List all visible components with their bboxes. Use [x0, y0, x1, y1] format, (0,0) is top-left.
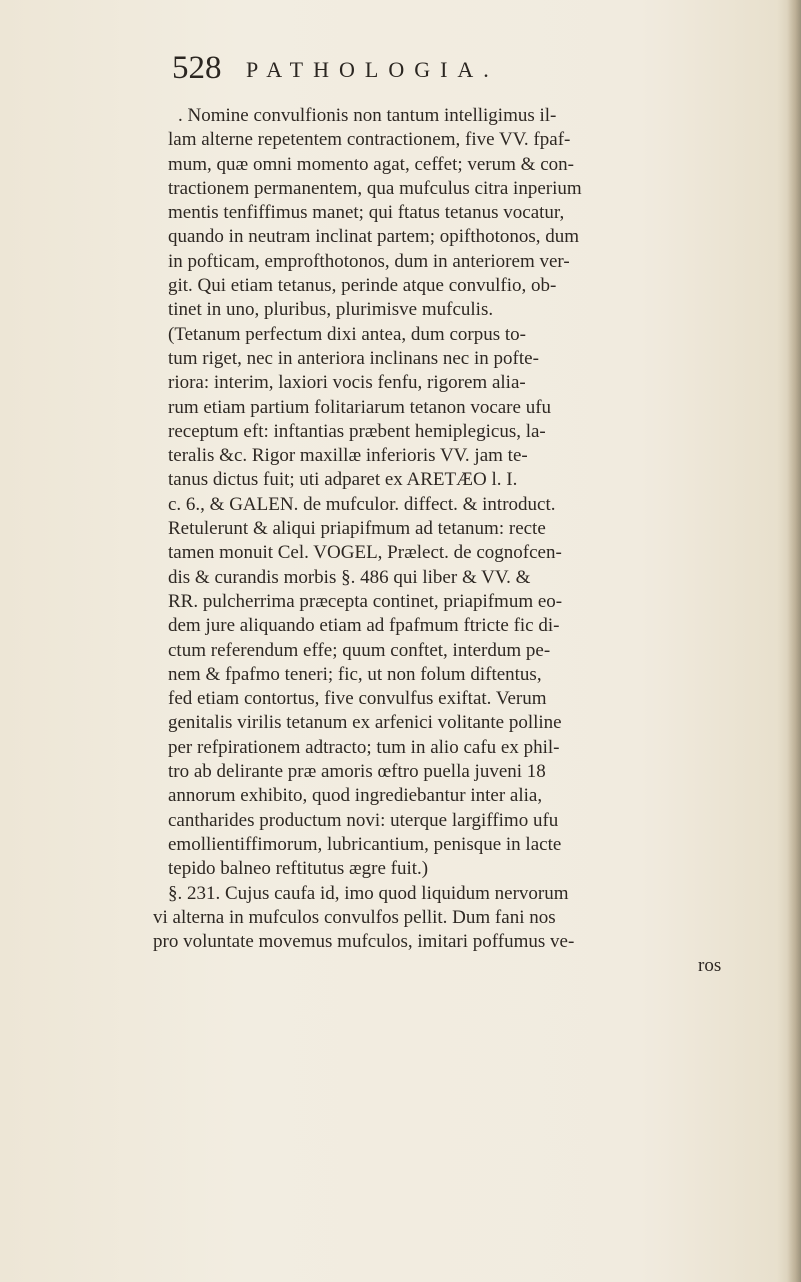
text-line: tepido balneo reftitutus ægre fuit.) — [168, 858, 429, 880]
page-header — [172, 46, 732, 90]
text-line: lam alterne repetentem contractionem, five VV. fpaf- — [168, 129, 571, 151]
text-line: vi alterna in mufculos convulfos pellit. Dum fani nos — [153, 906, 556, 928]
page-number: 528 — [172, 50, 222, 86]
text-line: tro ab delirante præ amoris œftro puella juveni 18 — [168, 761, 546, 783]
text-line: quando in neutram inclinat partem; opifthotonos, dum — [168, 226, 580, 248]
text-line: per refpirationem adtracto; tum in alio cafu ex phil- — [168, 736, 560, 758]
body-text — [153, 104, 801, 979]
text-line: §. 231. Cujus caufa id, imo quod liquidum nervorum — [168, 882, 569, 904]
text-line: mentis tenfiffimus manet; qui ftatus tetanus vocatur, — [168, 202, 565, 224]
text-line: dem jure aliquando etiam ad fpafmum ftricte fic di- — [168, 615, 560, 637]
text-line: annorum exhibito, quod ingrediebantur inter alia, — [168, 785, 543, 807]
text-line: cantharides productum novi: uterque largiffimo ufu — [168, 809, 559, 831]
text-line: genitalis virilis tetanum ex arfenici volitante polline — [168, 712, 562, 734]
catchword: ros — [698, 955, 722, 977]
text-line: git. Qui etiam tetanus, perinde atque convulfio, ob- — [168, 275, 557, 297]
text-line: Retulerunt & aliqui priapifmum ad tetanum: recte — [168, 518, 546, 540]
text-line: . Nomine convulfionis non tantum intelligimus il- — [178, 105, 557, 126]
text-line: emollientiffimorum, lubricantium, penisque in lacte — [168, 833, 562, 855]
text-line: receptum eft: inftantias præbent hemiplegicus, la- — [168, 420, 546, 442]
text-line: teralis &c. Rigor maxillæ inferioris VV. jam te- — [168, 445, 528, 467]
text-line: ctum referendum effe; quum conftet, interdum pe- — [168, 639, 551, 661]
text-line: riora: interim, laxiori vocis fenfu, rigorem alia- — [168, 372, 526, 394]
text-line: tinet in uno, pluribus, plurimisve mufculis. — [168, 299, 494, 321]
text-line: c. 6., & GALEN. de mufculor. diffect. & introduct. — [168, 493, 556, 515]
text-line: tractionem permanentem, qua mufculus citra inperium — [168, 177, 582, 199]
text-line: tanus dictus fuit; uti adparet ex ARETÆO l. I. — [168, 469, 518, 491]
running-head: PATHOLOGIA. — [246, 57, 499, 82]
text-line: rum etiam partium folitariarum tetanon vocare ufu — [168, 396, 552, 418]
text-line: RR. pulcherrima præcepta continet, priapifmum eo- — [168, 590, 563, 612]
text-line: tum riget, nec in anteriora inclinans nec in pofte- — [168, 347, 539, 369]
text-line: nem & fpafmo teneri; fic, ut non folum diftentus, — [168, 663, 542, 685]
text-line: fed etiam contortus, five convulfus exiftat. Verum — [168, 688, 547, 710]
text-line: tamen monuit Cel. VOGEL, Prælect. de cognofcen- — [168, 542, 562, 564]
text-line: mum, quæ omni momento agat, ceffet; verum & con- — [168, 153, 574, 175]
text-line: (Tetanum perfectum dixi antea, dum corpus to- — [168, 323, 526, 345]
text-line: pro voluntate movemus mufculos, imitari poffumus ve- — [153, 931, 575, 953]
text-line: in pofticam, emprofthotonos, dum in anteriorem ver- — [168, 250, 570, 272]
text-line: dis & curandis morbis §. 486 qui liber & VV. & — [168, 566, 531, 588]
